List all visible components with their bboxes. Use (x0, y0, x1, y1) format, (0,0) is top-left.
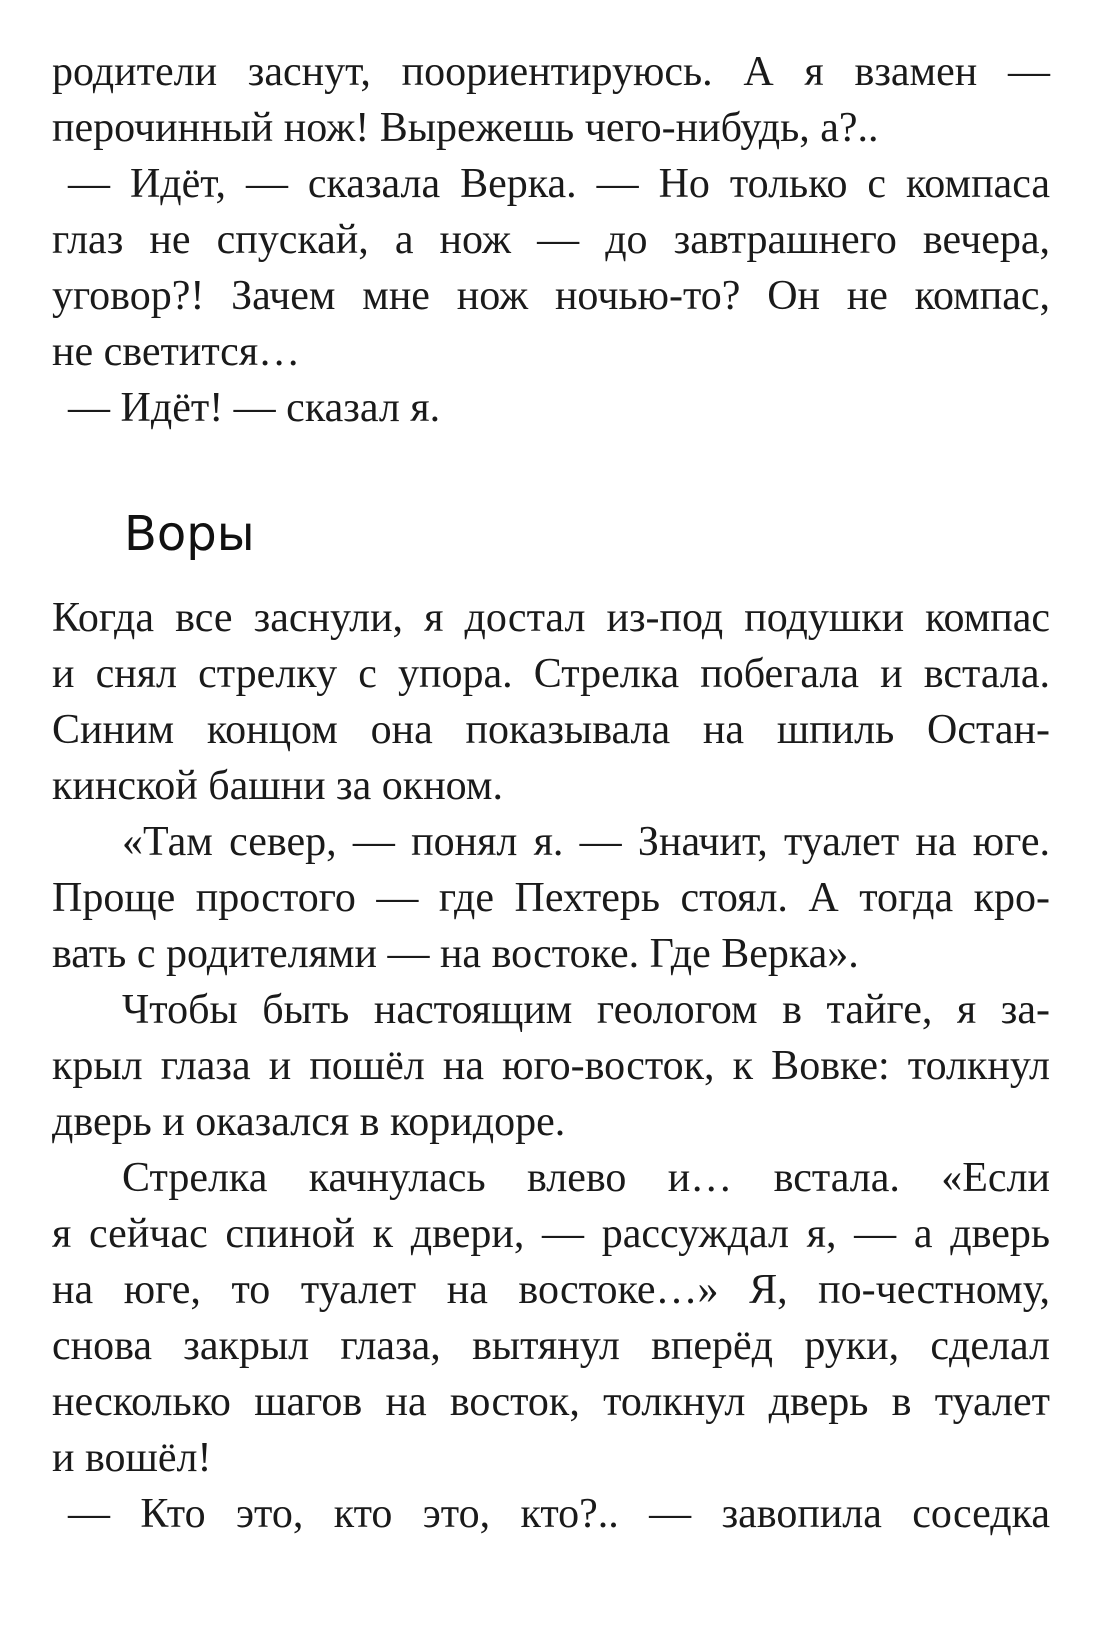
text-line: кинской башни за окном. (52, 763, 503, 809)
text-line: и снял стрелку с упора. Стрелка побегала и встала. (52, 651, 1050, 697)
text-line: дверь и оказался в коридоре. (52, 1099, 566, 1145)
text-line: Проще простого — где Пехтерь стоял. А тогда кро- (52, 875, 1050, 921)
text-line: на юге, то туалет на востоке…» Я, по-честному, (52, 1267, 1050, 1313)
text-line: Чтобы быть настоящим геологом в тайге, я за- (122, 987, 1050, 1033)
text-line: крыл глаза и пошёл на юго-восток, к Вовке: толкнул (52, 1043, 1050, 1089)
text-line: я сейчас спиной к двери, — рассуждал я, — а дверь (52, 1211, 1050, 1257)
text-line: Стрелка качнулась влево и… встала. «Если (122, 1155, 1050, 1201)
text-line: Когда все заснули, я достал из-под подушки компас (52, 595, 1050, 641)
dialogue-line: — Идёт! — сказал я. (68, 385, 441, 431)
text-line: родители заснут, поориентируюсь. А я взамен — (52, 49, 1050, 95)
text-line: перочинный нож! Вырежешь чего-нибудь, а?.. (52, 105, 879, 151)
text-line: вать с родителями — на востоке. Где Верка». (52, 931, 859, 977)
text-line: и вошёл! (52, 1435, 212, 1481)
text-line: не светится… (52, 329, 301, 375)
chapter-heading: Воры (124, 506, 255, 562)
text-line: «Там север, — понял я. — Значит, туалет на юге. (122, 819, 1050, 865)
text-line: снова закрыл глаза, вытянул вперёд руки, сделал (52, 1323, 1050, 1369)
text-line: несколько шагов на восток, толкнул дверь в туалет (52, 1379, 1050, 1425)
dialogue-line: — Идёт, — сказала Верка. — Но только с компаса (68, 161, 1050, 207)
text-line: глаз не спускай, а нож — до завтрашнего вечера, (52, 217, 1050, 263)
text-line: Синим концом она показывала на шпиль Остан- (52, 707, 1050, 753)
dialogue-line: — Кто это, кто это, кто?.. — завопила соседка (68, 1491, 1050, 1537)
text-line: уговор?! Зачем мне нож ночью-то? Он не компас, (52, 273, 1050, 319)
